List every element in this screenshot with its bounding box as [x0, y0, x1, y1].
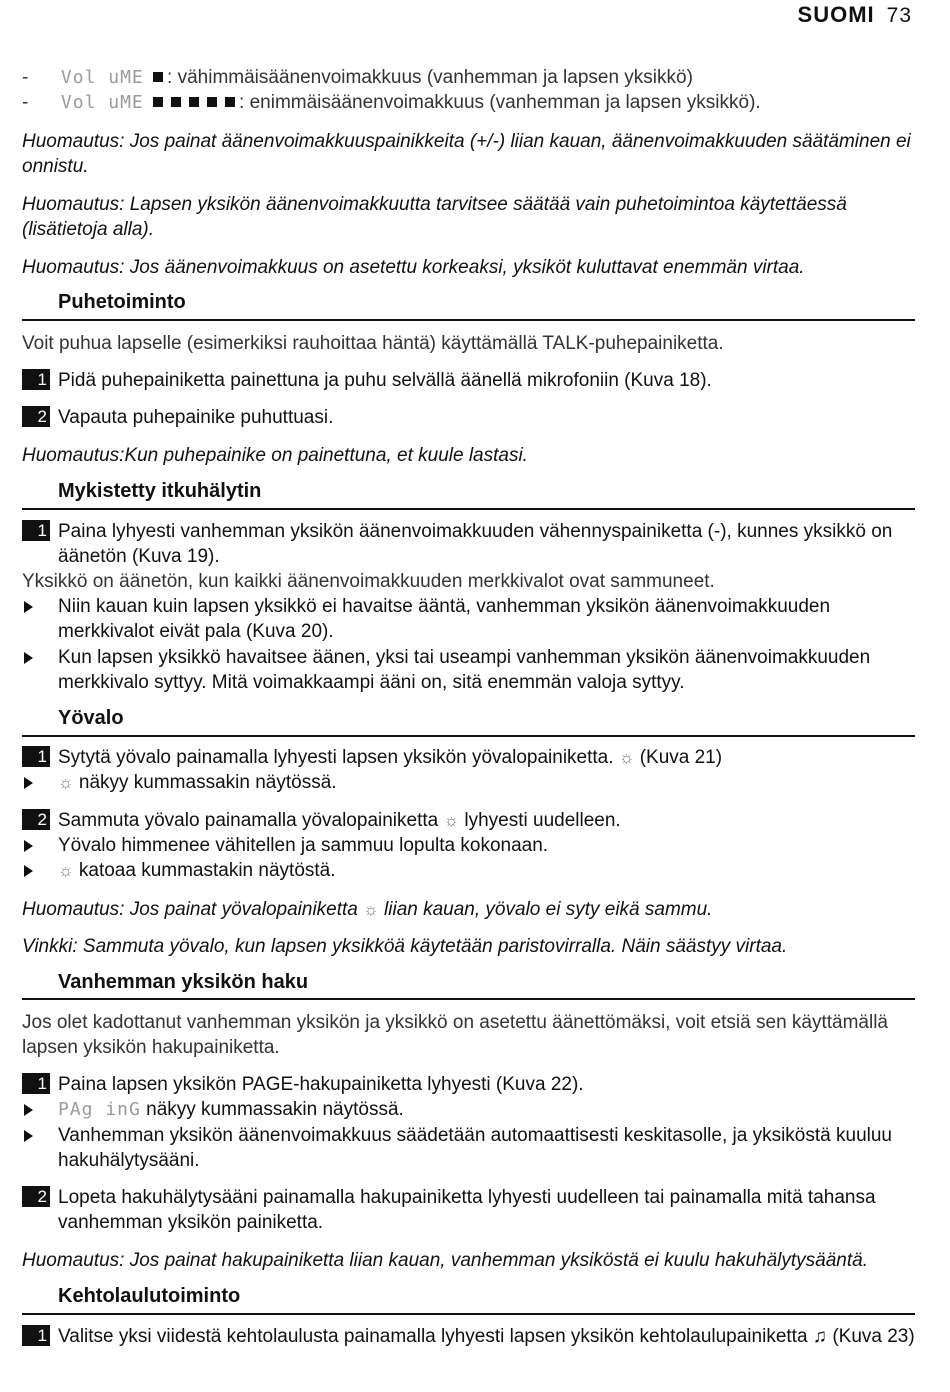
step-text: Vapauta puhepainike puhuttuasi. [58, 407, 334, 428]
info-text: Yksikkö on äänetön, kun kaikki äänenvoimakkuuden merkkivalot ovat sammuneet. [22, 571, 715, 592]
section-divider [22, 1313, 915, 1315]
bullet-item [22, 1097, 915, 1122]
section-title: Kehtolaulutoiminto [58, 1285, 241, 1307]
step-text: Sammuta yövalo painamalla yövalopainiketta [58, 810, 439, 831]
volume-level-square [171, 97, 181, 107]
step-number: 1 [22, 1073, 50, 1094]
step-text: Lopeta hakuhälytysääni painamalla hakupainiketta lyhyesti uudelleen tai painamalla mitä tahansa vanhemman yksikön painiketta. [58, 1187, 876, 1233]
note: Huomautus:Kun puhepainike on painettuna, et kuule lastasi. [22, 445, 528, 466]
language-label: SUOMI [797, 2, 875, 27]
bullet-triangle-icon [24, 865, 33, 877]
bullet-item [22, 645, 915, 695]
section-title: Yövalo [58, 707, 124, 729]
volume-level-square [207, 97, 217, 107]
step-number: 1 [22, 369, 50, 390]
section-title: Puhetoiminto [58, 291, 186, 313]
volume-max-text: : enimmäisäänenvoimakkuus (vanhemman ja lapsen yksikkö). [239, 92, 761, 113]
bullet-text: katoaa kummastakin näytöstä. [78, 860, 336, 881]
note: Huomautus: Jos painat hakupainiketta liian kauan, vanhemman yksiköstä ei kuulu hakuhälytysääntä. [22, 1250, 869, 1271]
bullet-item [22, 858, 915, 883]
section-divider [22, 508, 915, 510]
step-1 [22, 1324, 915, 1349]
section-divider [22, 319, 915, 321]
tip: Vinkki: Sammuta yövalo, kun lapsen yksikköä käytetään paristovirralla. Näin säästyy virtaa. [22, 936, 788, 957]
music-note-icon: ♫ [812, 1326, 828, 1347]
step-2 [22, 1185, 915, 1235]
bullet-text: Kun lapsen yksikkö havaitsee äänen, yksi tai useampi vanhemman yksikön äänenvoimakkuuden merkkivalo syttyy. Mitä voimakkaampi ääni on, sitä enemmän valoja syttyy. [58, 647, 871, 693]
section-divider [22, 735, 915, 737]
bullet-triangle-icon [24, 652, 33, 664]
bullet-item [22, 594, 915, 644]
night-light-icon: ☼ [618, 748, 635, 767]
dash: - [22, 92, 29, 113]
step-text: Paina lapsen yksikön PAGE-hakupainiketta lyhyesti (Kuva 22). [58, 1074, 584, 1095]
section-title: Mykistetty itkuhälytin [58, 480, 262, 502]
step-text: Pidä puhepainiketta painettuna ja puhu selvällä äänellä mikrofoniin (Kuva 18). [58, 370, 712, 391]
step-number: 2 [22, 406, 50, 427]
step-1 [22, 1072, 915, 1097]
section-title: Vanhemman yksikön haku [58, 971, 309, 993]
night-light-icon: ☼ [58, 773, 74, 792]
volume-min-line [22, 65, 915, 90]
bullet-text: Yövalo himmenee vähitellen ja sammuu lopulta kokonaan. [58, 835, 549, 856]
step-text: Sytytä yövalo painamalla lyhyesti lapsen yksikön yövalopainiketta. [58, 747, 614, 768]
volume-max-line [22, 90, 915, 115]
bullet-item [22, 1123, 915, 1173]
dash: - [22, 67, 29, 88]
volume-level-square [153, 97, 163, 107]
step-figure-ref: (Kuva 21) [639, 747, 723, 768]
section-divider [22, 998, 915, 1000]
step-number: 2 [22, 809, 50, 830]
page-number: 73 [886, 4, 912, 27]
bullet-item [22, 833, 915, 858]
volume-level-square [189, 97, 199, 107]
step-number: 2 [22, 1186, 50, 1207]
note-text: Huomautus: Jos painat yövalopainiketta [22, 899, 358, 920]
volume-level-square [225, 97, 235, 107]
step-text: Paina lyhyesti vanhemman yksikön äänenvoimakkuuden vähennyspainiketta (-), kunnes yksikkö on äänetön (Kuva 19). [58, 521, 893, 567]
note: Huomautus: Jos painat äänenvoimakkuuspainikkeita (+/-) liian kauan, äänenvoimakkuuden säätäminen ei onnistu. [22, 131, 911, 177]
night-light-icon: ☼ [58, 861, 74, 880]
note [22, 897, 915, 922]
step-1 [22, 745, 915, 770]
step-1 [22, 519, 915, 569]
volume-min-text: : vähimmäisäänenvoimakkuus (vanhemman ja lapsen yksikkö) [167, 67, 693, 88]
step-number: 1 [22, 520, 50, 541]
bullet-triangle-icon [24, 840, 33, 852]
note: Huomautus: Lapsen yksikön äänenvoimakkuutta tarvitsee säätää vain puhetoimintoa käytettäessä (lisätietoja alla). [22, 194, 847, 240]
step-2 [22, 808, 915, 833]
step-figure-ref: (Kuva 23) [832, 1326, 915, 1347]
night-light-icon: ☼ [443, 811, 460, 830]
bullet-text: Niin kauan kuin lapsen yksikkö ei havaitse ääntä, vanhemman yksikön äänenvoimakkuuden merkkivalot eivät pala (Kuva 20). [58, 596, 831, 642]
bullet-text: näkyy kummassakin näytössä. [78, 772, 337, 793]
bullet-text: näkyy kummassakin näytössä. [146, 1099, 404, 1120]
note: Huomautus: Jos äänenvoimakkuus on asetettu korkeaksi, yksiköt kuluttavat enemmän virtaa. [22, 257, 805, 278]
lcd-volume-text: Vol uME [60, 67, 144, 88]
section-intro: Jos olet kadottanut vanhemman yksikön ja yksikkö on asetettu äänettömäksi, voit etsiä sen käyttämällä lapsen yksikön hakupainiketta. [22, 1012, 889, 1058]
page-header [798, 2, 912, 28]
lcd-paging-text: PAg inG [58, 1099, 141, 1120]
night-light-icon: ☼ [363, 900, 379, 919]
bullet-item [22, 770, 915, 795]
note-text: liian kauan, yövalo ei syty eikä sammu. [384, 899, 713, 920]
step-1 [22, 368, 915, 393]
volume-level-square [153, 72, 163, 82]
step-number: 1 [22, 1325, 50, 1346]
step-2 [22, 405, 915, 430]
bullet-triangle-icon [24, 777, 33, 789]
lcd-volume-text: Vol uME [60, 92, 144, 113]
bullet-triangle-icon [24, 1130, 33, 1142]
step-number: 1 [22, 746, 50, 767]
step-text: lyhyesti uudelleen. [464, 810, 621, 831]
step-text: Valitse yksi viidestä kehtolaulusta painamalla lyhyesti lapsen yksikön kehtolaulupainiketta [58, 1326, 808, 1347]
bullet-triangle-icon [24, 1104, 33, 1116]
bullet-triangle-icon [24, 601, 33, 613]
bullet-text: Vanhemman yksikön äänenvoimakkuus säädetään automaattisesti keskitasolle, ja yksiköstä kuuluu hakuhälytysääni. [58, 1125, 892, 1171]
section-intro: Voit puhua lapselle (esimerkiksi rauhoittaa häntä) käyttämällä TALK-puhepainiketta. [22, 333, 724, 354]
